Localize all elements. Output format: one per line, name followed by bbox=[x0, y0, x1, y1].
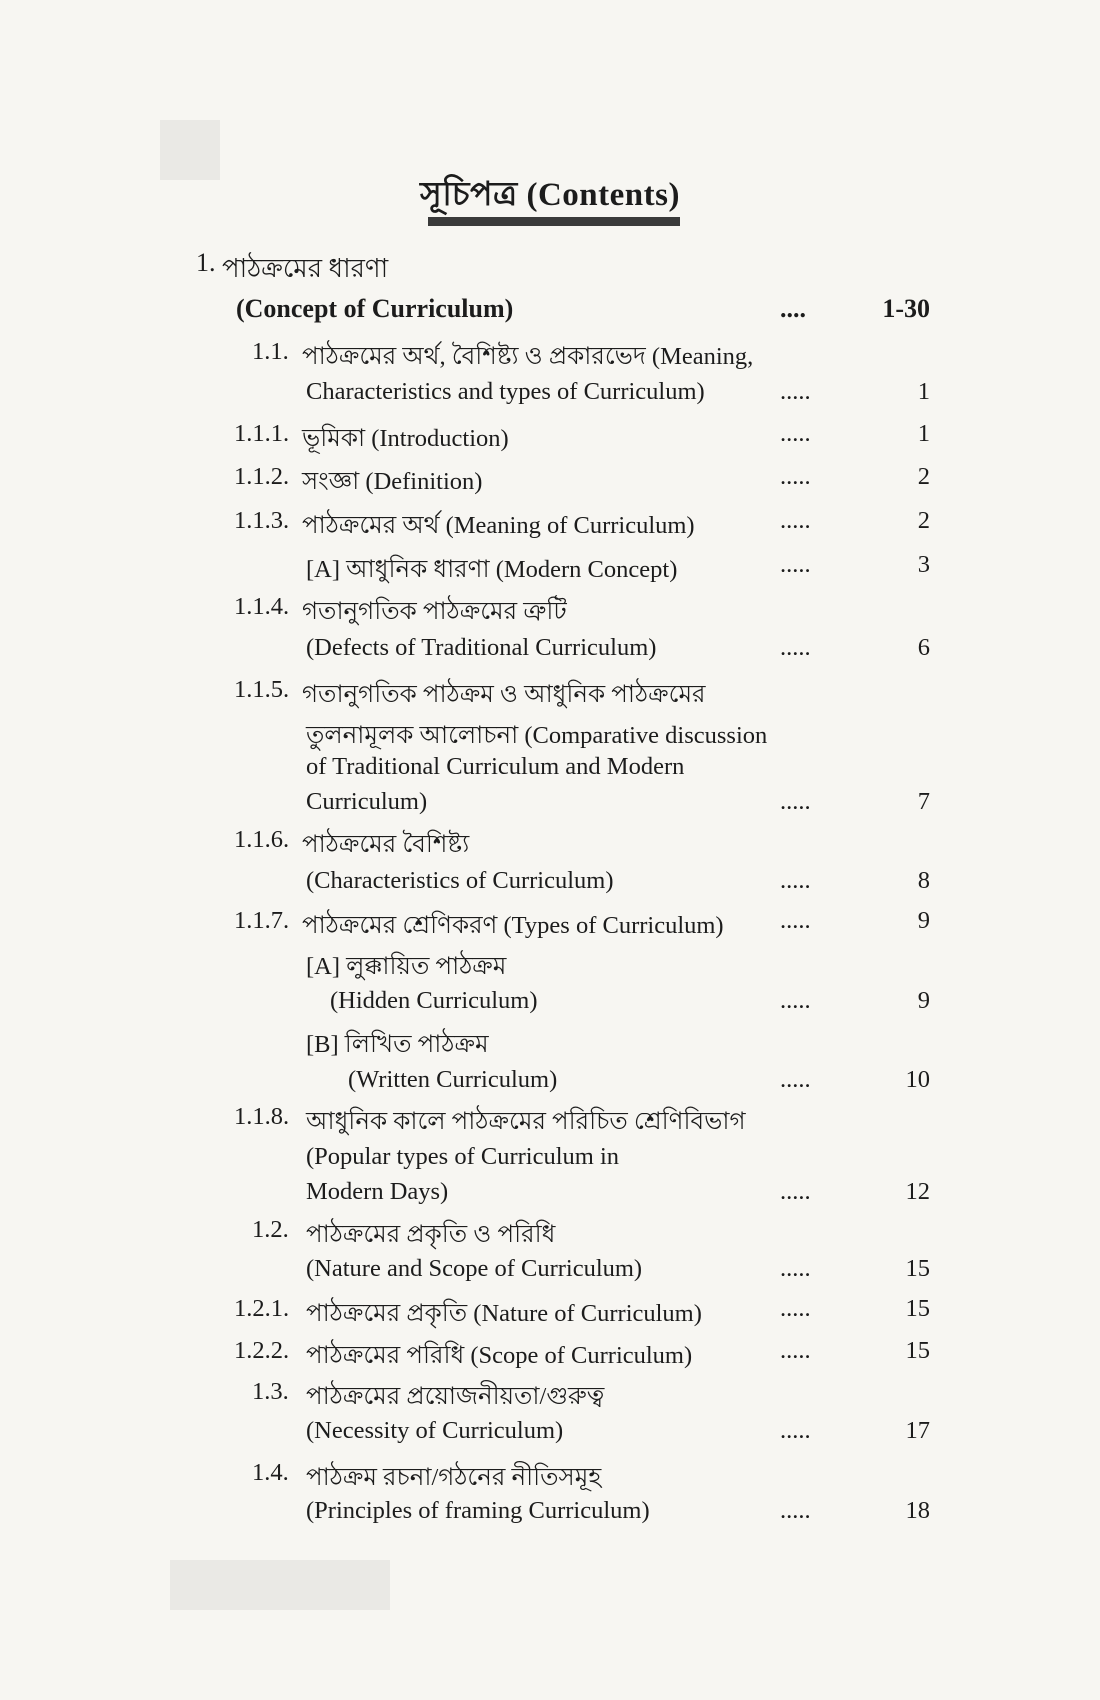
entry-page: 6 bbox=[917, 634, 930, 661]
entry-text: পাঠক্রম রচনা/গঠনের নীতিসমূহ bbox=[306, 1464, 602, 1491]
entry-text: সংজ্ঞা (Definition) bbox=[302, 468, 483, 495]
entry-text: Modern Days) bbox=[306, 1178, 449, 1205]
entry-text: আধুনিক কালে পাঠক্রমের পরিচিত শ্রেণিবিভাগ bbox=[306, 1108, 746, 1135]
entry-text: (Defects of Traditional Curriculum) bbox=[306, 634, 657, 661]
entry-text: (Necessity of Curriculum) bbox=[306, 1417, 564, 1444]
toc-entry bbox=[0, 1216, 1100, 1252]
entry-number: 1.4. bbox=[252, 1459, 289, 1486]
toc-entry bbox=[0, 463, 1100, 499]
toc-entry bbox=[0, 593, 1100, 629]
leader-dots: ..... bbox=[780, 867, 811, 894]
entry-text: পাঠক্রমের অর্থ (Meaning of Curriculum) bbox=[302, 512, 695, 539]
leader-dots: ..... bbox=[780, 551, 811, 578]
entry-text: [B] লিখিত পাঠক্রম bbox=[306, 1031, 489, 1058]
leader-dots: ..... bbox=[780, 378, 811, 405]
toc-entry bbox=[0, 676, 1100, 712]
entry-number: 1.1.5. bbox=[234, 676, 290, 703]
entry-text: (Concept of Curriculum) bbox=[236, 294, 514, 323]
entry-number: 1.2. bbox=[252, 1216, 289, 1243]
entry-page: 15 bbox=[905, 1295, 930, 1322]
entry-page: 7 bbox=[917, 788, 930, 815]
entry-number: 1.1. bbox=[252, 338, 289, 365]
leader-dots: ..... bbox=[780, 1295, 811, 1322]
entry-page: 15 bbox=[905, 1337, 930, 1364]
entry-text: তুলনামূলক আলোচনা (Comparative discussion bbox=[306, 722, 768, 749]
toc-entry bbox=[0, 987, 1100, 1023]
toc-entry bbox=[0, 1459, 1100, 1495]
leader-dots: ..... bbox=[780, 507, 811, 534]
entry-text: Characteristics and types of Curriculum) bbox=[306, 378, 705, 405]
entry-page: 1 bbox=[917, 378, 930, 405]
toc-entry bbox=[0, 294, 1100, 330]
entry-text: পাঠক্রমের পরিধি (Scope of Curriculum) bbox=[306, 1342, 693, 1369]
entry-number: 1.1.2. bbox=[234, 463, 290, 490]
entry-page: 12 bbox=[905, 1178, 930, 1205]
toc-entry bbox=[0, 1337, 1100, 1373]
leader-dots: ..... bbox=[780, 1066, 811, 1093]
entry-text: পাঠক্রমের প্রকৃতি ও পরিধি bbox=[306, 1221, 556, 1248]
leader-dots: ..... bbox=[780, 788, 811, 815]
toc-entry bbox=[0, 1066, 1100, 1102]
toc-entry bbox=[0, 634, 1100, 670]
entry-page: 2 bbox=[917, 507, 930, 534]
leader-dots: ..... bbox=[780, 634, 811, 661]
toc-entry bbox=[0, 1417, 1100, 1453]
entry-text: পাঠক্রমের অর্থ, বৈশিষ্ট্য ও প্রকারভেদ (Meaning, bbox=[302, 343, 754, 370]
entry-page: 8 bbox=[917, 867, 930, 894]
entry-text: ভূমিকা (Introduction) bbox=[302, 425, 509, 452]
entry-text: (Popular types of Curriculum in bbox=[306, 1143, 620, 1170]
toc-entry bbox=[0, 948, 1100, 984]
entry-page: 9 bbox=[917, 907, 930, 934]
leader-dots: .... bbox=[780, 294, 806, 323]
leader-dots: ..... bbox=[780, 1417, 811, 1444]
entry-text: (Principles of framing Curriculum) bbox=[306, 1497, 650, 1524]
entry-page: 18 bbox=[905, 1497, 930, 1524]
scan-blemish bbox=[170, 1560, 390, 1610]
entry-number: 1.1.7. bbox=[234, 907, 290, 934]
entry-text: গতানুগতিক পাঠক্রম ও আধুনিক পাঠক্রমের bbox=[302, 681, 706, 708]
toc-entry bbox=[0, 1178, 1100, 1214]
entry-text: পাঠক্রমের প্রকৃতি (Nature of Curriculum) bbox=[306, 1300, 702, 1327]
toc-entry bbox=[0, 551, 1100, 587]
entry-text: of Traditional Curriculum and Modern bbox=[306, 753, 685, 780]
entry-text: পাঠক্রমের ধারণা bbox=[222, 254, 389, 283]
leader-dots: ..... bbox=[780, 907, 811, 934]
entry-text: পাঠক্রমের শ্রেণিকরণ (Types of Curriculum) bbox=[302, 912, 724, 939]
toc-entry bbox=[0, 420, 1100, 456]
entry-page: 2 bbox=[917, 463, 930, 490]
entry-text: [A] লুক্কায়িত পাঠক্রম bbox=[306, 953, 507, 980]
leader-dots: ..... bbox=[780, 1178, 811, 1205]
entry-number: 1.1.1. bbox=[234, 420, 290, 447]
entry-number: 1.1.6. bbox=[234, 826, 290, 853]
toc-entry bbox=[0, 248, 1100, 284]
entry-text: পাঠক্রমের প্রয়োজনীয়তা/গুরুত্ব bbox=[306, 1383, 605, 1410]
entry-number: 1.1.3. bbox=[234, 507, 290, 534]
toc-entry bbox=[0, 1378, 1100, 1414]
entry-number: 1.3. bbox=[252, 1378, 289, 1405]
toc-entry bbox=[0, 1143, 1100, 1179]
leader-dots: ..... bbox=[780, 420, 811, 447]
toc-entry bbox=[0, 1103, 1100, 1139]
toc-entry bbox=[0, 867, 1100, 903]
toc-entry bbox=[0, 338, 1100, 374]
entry-number: 1.1.8. bbox=[234, 1103, 290, 1130]
toc-entry bbox=[0, 1295, 1100, 1331]
toc-entry bbox=[0, 907, 1100, 943]
entry-text: গতানুগতিক পাঠক্রমের ত্রুটি bbox=[302, 598, 567, 625]
title-underline bbox=[428, 217, 680, 226]
entry-text: Curriculum) bbox=[306, 788, 428, 815]
entry-number: 1. bbox=[196, 248, 216, 277]
toc-entry bbox=[0, 788, 1100, 824]
entry-number: 1.1.4. bbox=[234, 593, 290, 620]
toc-entry bbox=[0, 1255, 1100, 1291]
leader-dots: ..... bbox=[780, 1255, 811, 1282]
entry-text: [A] আধুনিক ধারণা (Modern Concept) bbox=[306, 556, 678, 583]
toc-entry bbox=[0, 826, 1100, 862]
toc-entry bbox=[0, 1026, 1100, 1062]
entry-page: 10 bbox=[905, 1066, 930, 1093]
entry-text: (Characteristics of Curriculum) bbox=[306, 867, 614, 894]
toc-entry bbox=[0, 1497, 1100, 1533]
leader-dots: ..... bbox=[780, 463, 811, 490]
page-title: সূচিপত্র (Contents) bbox=[420, 177, 680, 213]
entry-text: (Nature and Scope of Curriculum) bbox=[306, 1255, 643, 1282]
entry-text: পাঠক্রমের বৈশিষ্ট্য bbox=[302, 831, 470, 858]
entry-text: (Hidden Curriculum) bbox=[330, 987, 538, 1014]
entry-page: 9 bbox=[917, 987, 930, 1014]
entry-page: 3 bbox=[917, 551, 930, 578]
entry-text: (Written Curriculum) bbox=[348, 1066, 558, 1093]
entry-number: 1.2.2. bbox=[234, 1337, 290, 1364]
toc-entry bbox=[0, 378, 1100, 414]
entry-page: 1 bbox=[917, 420, 930, 447]
entry-page: 15 bbox=[905, 1255, 930, 1282]
entry-number: 1.2.1. bbox=[234, 1295, 290, 1322]
entry-page: 17 bbox=[905, 1417, 930, 1444]
leader-dots: ..... bbox=[780, 1497, 811, 1524]
leader-dots: ..... bbox=[780, 987, 811, 1014]
toc-entry bbox=[0, 753, 1100, 789]
entry-page: 1-30 bbox=[882, 294, 930, 323]
toc-entry bbox=[0, 717, 1100, 753]
toc-entry bbox=[0, 507, 1100, 543]
leader-dots: ..... bbox=[780, 1337, 811, 1364]
